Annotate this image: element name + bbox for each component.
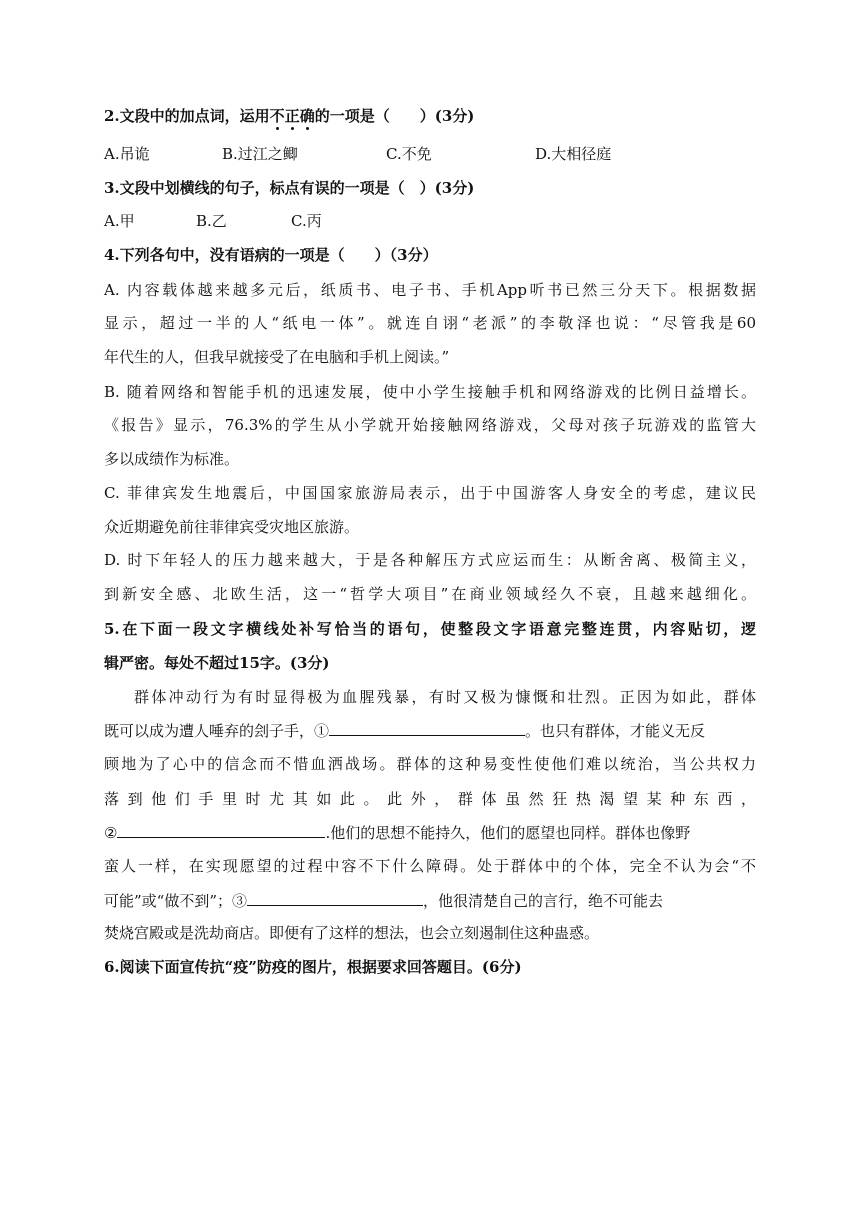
question-2-option-c: C.不免 bbox=[386, 145, 432, 163]
question-4-text-line: 年代生的人，但我早就接受了在电脑和手机上阅读。” bbox=[104, 348, 450, 366]
emphasis-dot-char: 正 bbox=[284, 107, 300, 125]
question-4-text-line: 到新安全感、北欧生活，这一“哲学大项目”在商业领域经久不衰，且越来越细化。 bbox=[104, 585, 756, 603]
answer-blank-2[interactable] bbox=[117, 822, 325, 838]
question-4-text-line: 《报告》显示，76.3%的学生从小学就开始接触网络游戏，父母对孩子玩游戏的监管大 bbox=[104, 416, 756, 434]
question-6-stem: 6.阅读下面宣传抗“疫”防疫的图片，根据要求回答题目。(6分) bbox=[104, 958, 522, 976]
question-5-stem: 5.在下面一段文字横线处补写恰当的语句，使整段文字语意完整连贯，内容贴切，逻 bbox=[104, 620, 756, 638]
question-4-text-line: 众近期避免前往菲律宾受灾地区旅游。 bbox=[104, 518, 360, 536]
answer-blank-3[interactable] bbox=[247, 890, 423, 906]
question-5-stem-continued: 辑严密。每处不超过15字。(3分) bbox=[104, 654, 330, 672]
question-2-option-d: D.大相径庭 bbox=[535, 145, 612, 163]
emphasis-dot-char: 确 bbox=[299, 107, 315, 125]
passage-line: 可能”或“做不到”；③ ，他很清楚自己的言行，绝不可能去 bbox=[104, 892, 664, 910]
question-2-option-b: B.过江之鲫 bbox=[222, 145, 298, 163]
passage-line: 蛮人一样，在实现愿望的过程中容不下什么障碍。处于群体中的个体，完全不认为会“不 bbox=[104, 857, 756, 875]
question-4-text-line: A. 内容载体越来越多元后，纸质书、电子书、手机App听书已然三分天下。根据数据 bbox=[104, 281, 756, 299]
passage-line: 落到他们手里时尤其如此。此外，群体虽然狂热渴望某种东西， bbox=[104, 790, 756, 808]
question-3-option-a: A.甲 bbox=[104, 212, 135, 230]
question-4-stem: 4.下列各句中，没有语病的一项是（ ）（3分） bbox=[104, 246, 438, 264]
question-4-text-line: B. 随着网络和智能手机的迅速发展，使中小学生接触手机和网络游戏的比例日益增长。 bbox=[104, 383, 756, 401]
passage-line: 顾地为了心中的信念而不惜血洒战场。群体的这种易变性使他们难以统治，当公共权力 bbox=[104, 755, 756, 773]
passage-line: 既可以成为遭人唾弃的刽子手，① 。也只有群体，才能义无反 bbox=[104, 722, 706, 740]
question-3-stem: 3.文段中划横线的句子，标点有误的一项是（ ）(3分) bbox=[104, 179, 475, 197]
question-4-text-line: D. 时下年轻人的压力越来越大，于是各种解压方式应运而生：从断舍离、极简主义， bbox=[104, 551, 756, 569]
question-3-option-b: B.乙 bbox=[196, 212, 227, 230]
emphasis-dot-char: 不 bbox=[269, 107, 285, 125]
answer-blank-1[interactable] bbox=[329, 720, 525, 736]
passage-line: 焚烧宫殿或是洗劫商店。即便有了这样的想法，也会立刻遏制住这种蛊惑。 bbox=[104, 924, 600, 942]
question-2-option-a: A.吊诡 bbox=[104, 145, 150, 163]
question-4-text-line: 显示，超过一半的人“纸电一体”。就连自诩“老派”的李敬泽也说：“尽管我是60 bbox=[104, 314, 756, 332]
passage-line: 群体冲动行为有时显得极为血腥残暴，有时又极为慷慨和壮烈。正因为如此，群体 bbox=[134, 688, 756, 706]
question-3-option-c: C.丙 bbox=[291, 212, 322, 230]
question-4-text-line: 多以成绩作为标准。 bbox=[104, 450, 240, 468]
question-2-stem: 2.文段中的加点词，运用不正确的一项是（ ）(3分) bbox=[104, 107, 475, 125]
question-4-text-line: C. 菲律宾发生地震后，中国国家旅游局表示，出于中国游客人身安全的考虑，建议民 bbox=[104, 484, 756, 502]
passage-line: ② .他们的思想不能持久，他们的愿望也同样。群体也像野 bbox=[104, 824, 691, 842]
